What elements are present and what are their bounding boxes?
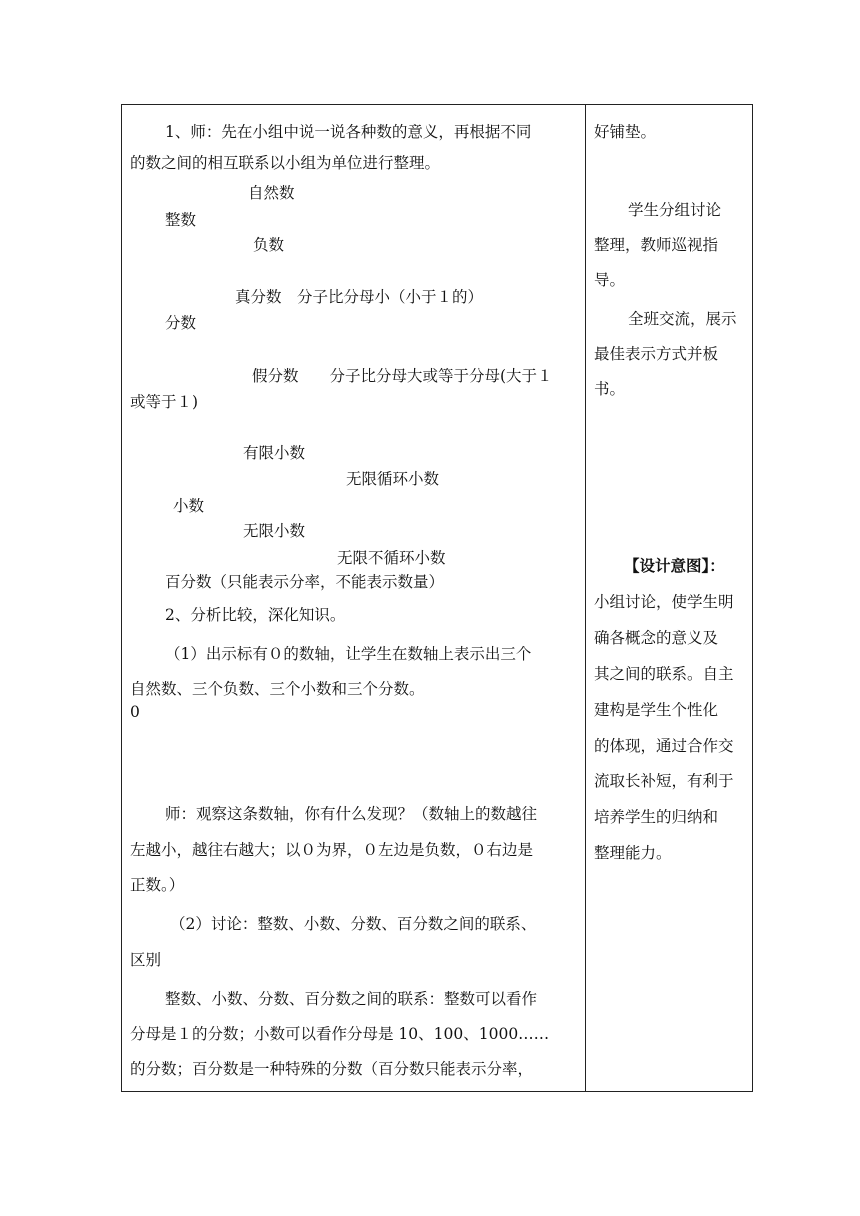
number-axis-zero: 0 [130, 703, 140, 721]
side-note-1: 好铺垫。 [594, 123, 657, 141]
relation-line-3: 的分数；百分数是一种特殊的分数（百分数只能表示分率， [130, 1060, 534, 1078]
tree-percent: 百分数（只能表示分率，不能表示数量） [165, 573, 445, 591]
design-intent-line-7: 培养学生的归纳和 [594, 808, 719, 826]
design-intent-heading: 【设计意图】： [624, 556, 725, 575]
side-note-5: 全班交流，展示 [628, 310, 737, 328]
tree-proper-fraction: 真分数 分子比分母小（小于１的） [235, 288, 484, 306]
design-intent-line-1: 小组讨论，使学生明 [594, 593, 734, 611]
tree-natural-number: 自然数 [248, 184, 295, 202]
relation-line-2: 分母是１的分数；小数可以看作分母是 10、100、1000…… [130, 1025, 550, 1043]
design-intent-line-8: 整理能力。 [594, 844, 672, 862]
teacher-instruction-line-2: 的数之间的相互联系以小组为单位进行整理。 [130, 154, 441, 172]
column-divider [585, 104, 586, 1092]
observation-line-2: 左越小，越往右越大；以０为界，０左边是负数，０右边是 [130, 841, 534, 859]
tree-repeating-decimal: 无限循环小数 [346, 470, 440, 488]
design-intent-line-6: 流取长补短，有利于 [594, 772, 734, 790]
axis-task-line-1: （1）出示标有０的数轴，让学生在数轴上表示出三个 [165, 645, 532, 663]
tree-negative-number: 负数 [253, 236, 285, 254]
tree-improper-fraction-cont: 或等于１) [130, 393, 199, 411]
observation-line-3: 正数。） [130, 876, 185, 894]
side-note-3: 整理，教师巡视指 [594, 236, 719, 254]
tree-infinite-decimal: 无限小数 [243, 522, 306, 540]
analysis-heading: 2、分析比较，深化知识。 [165, 606, 346, 624]
design-intent-line-5: 的体现，通过合作交 [594, 737, 734, 755]
tree-improper-fraction: 假分数 分子比分母大或等于分母(大于１ [252, 367, 553, 385]
design-intent-line-3: 其之间的联系。自主 [594, 665, 734, 683]
design-intent-line-4: 建构是学生个性化 [594, 701, 719, 719]
tree-decimal: 小数 [173, 497, 205, 515]
tree-non-repeating-decimal: 无限不循环小数 [337, 549, 446, 567]
side-note-7: 书。 [594, 380, 626, 398]
discussion-line-1: （2）讨论：整数、小数、分数、百分数之间的联系、 [170, 915, 537, 933]
relation-line-1: 整数、小数、分数、百分数之间的联系：整数可以看作 [165, 990, 538, 1008]
side-note-6: 最佳表示方式并板 [594, 345, 719, 363]
tree-finite-decimal: 有限小数 [243, 444, 306, 462]
side-note-4: 导。 [594, 271, 626, 289]
teacher-instruction-line-1: 1、师：先在小组中说一说各种数的意义，再根据不同 [165, 123, 532, 141]
design-intent-line-2: 确各概念的意义及 [594, 629, 719, 647]
axis-task-line-2: 自然数、三个负数、三个小数和三个分数。 [130, 680, 425, 698]
side-note-2: 学生分组讨论 [628, 201, 722, 219]
observation-line-1: 师：观察这条数轴，你有什么发现？（数轴上的数越往 [165, 805, 538, 823]
discussion-line-2: 区别 [130, 951, 162, 969]
tree-integer: 整数 [165, 211, 197, 229]
tree-fraction: 分数 [165, 314, 197, 332]
